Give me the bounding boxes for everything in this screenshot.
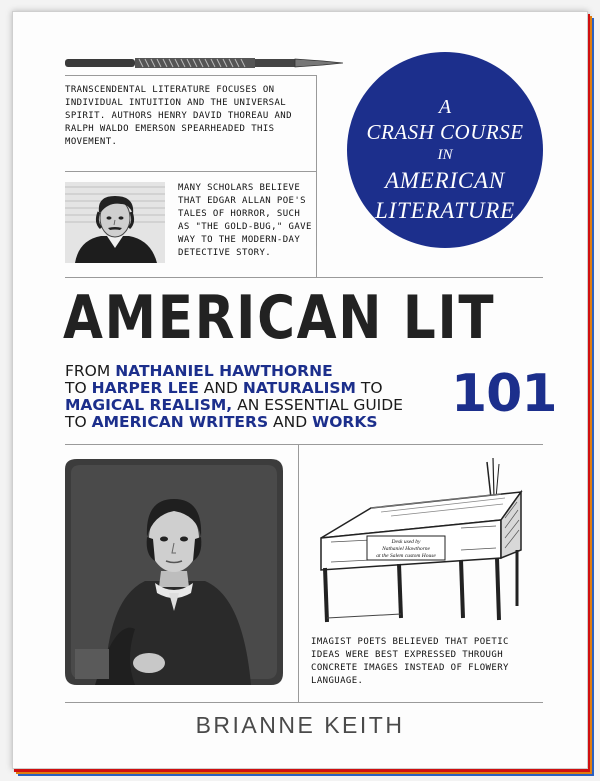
book-subtitle xyxy=(65,363,447,431)
subtitle-text: FROM xyxy=(65,362,116,380)
subtitle-text: TO xyxy=(65,379,92,397)
subtitle-text: AN ESSENTIAL GUIDE xyxy=(232,396,403,414)
poe-portrait xyxy=(65,182,165,263)
subtitle-text: AMERICAN WRITERS xyxy=(91,413,269,431)
svg-text:at the Salem custom House: at the Salem custom House xyxy=(376,553,436,559)
hawthorne-desk-illustration xyxy=(311,458,531,626)
svg-text:Nathaniel Hawthorne: Nathaniel Hawthorne xyxy=(382,546,430,552)
badge-line: IN xyxy=(437,147,453,163)
divider xyxy=(65,444,543,445)
book-title: AMERICAN LIT xyxy=(63,283,496,353)
book-cover xyxy=(12,11,588,769)
divider xyxy=(65,702,543,703)
crash-course-badge xyxy=(347,52,543,248)
badge-line: AMERICAN xyxy=(384,168,506,193)
subtitle-text: TO xyxy=(65,413,92,431)
subtitle-text: HARPER LEE xyxy=(91,379,199,397)
badge-line: LITERATURE xyxy=(374,198,516,223)
subtitle-text: AND xyxy=(198,379,243,397)
divider xyxy=(298,444,299,702)
fountain-pen-illustration xyxy=(65,56,343,70)
emily-dickinson-portrait xyxy=(65,459,283,685)
divider xyxy=(65,75,317,76)
poe-caption: MANY SCHOLARS BELIEVE THAT EDGAR ALLAN POE'S TALES OF HORROR, SUCH AS "THE GOLD-BUG," GAVE WAY TO THE MODERN-DAY DETECTIVE STORY. xyxy=(178,183,312,258)
divider xyxy=(316,75,317,277)
transcendental-caption: TRANSCENDENTAL LITERATURE FOCUSES ON INDIVIDUAL INTUITION AND THE UNIVERSAL SPIRIT. AUTHORS HENRY DAVID THOREAU AND RALPH WALDO EMERSON SPEARHEADED THIS MOVEMENT. xyxy=(65,85,292,147)
badge-line: CRASH COURSE xyxy=(366,120,524,144)
subtitle-text: NATHANIEL HAWTHORNE xyxy=(115,362,333,380)
subtitle-text: NATURALISM xyxy=(242,379,356,397)
badge-line: A xyxy=(438,96,452,118)
imagist-caption: IMAGIST POETS BELIEVED THAT POETIC IDEAS WERE BEST EXPRESSED THROUGH CONCRETE IMAGES INSTEAD OF FLOWERY LANGUAGE. xyxy=(311,637,509,686)
author-name: BRIANNE KEITH xyxy=(195,712,405,738)
subtitle-text: TO xyxy=(355,379,383,397)
svg-text:Desk used by: Desk used by xyxy=(391,539,421,545)
divider xyxy=(65,171,317,172)
subtitle-text: MAGICAL REALISM, xyxy=(65,396,233,414)
divider xyxy=(65,277,543,278)
subtitle-text: AND xyxy=(268,413,313,431)
book-number: 101 xyxy=(451,364,557,424)
subtitle-text: WORKS xyxy=(312,413,378,431)
